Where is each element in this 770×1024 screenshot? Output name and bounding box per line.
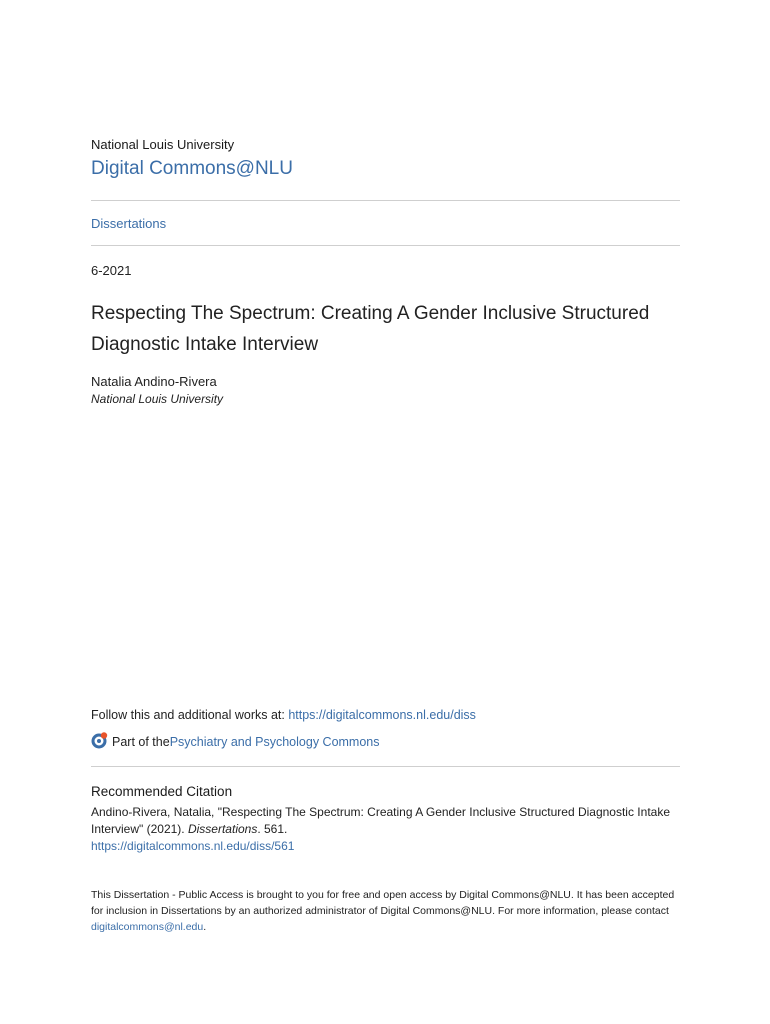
- access-text: This Dissertation - Public Access is brought to you for free and open access by Digital Commons@NLU. It has been accepted for inclusion in Dissertations by an authorized administrator of Digital Commons@NLU. For more information, please contact: [91, 889, 675, 917]
- citation-url-link[interactable]: https://digitalcommons.nl.edu/diss/561: [91, 839, 295, 853]
- psychiatry-psychology-commons-link[interactable]: Psychiatry and Psychology Commons: [169, 735, 380, 749]
- contact-email-link[interactable]: digitalcommons@nl.edu: [91, 921, 204, 933]
- citation-heading: Recommended Citation: [91, 784, 233, 799]
- part-of-prefix: Part of the: [112, 735, 170, 749]
- divider: [91, 200, 680, 201]
- access-statement: [91, 887, 681, 935]
- follow-prefix: Follow this and additional works at:: [91, 708, 289, 722]
- collection-link[interactable]: Dissertations: [91, 216, 167, 231]
- citation-text: [91, 804, 681, 855]
- divider: [91, 245, 680, 246]
- citation-main: Andino-Rivera, Natalia, "Respecting The Spectrum: Creating A Gender Inclusive Structured Diagnostic Intake Interview" (2021).: [91, 805, 670, 836]
- bepress-network-icon: [91, 731, 109, 749]
- document-title: Respecting The Spectrum: Creating A Gender Inclusive Structured Diagnostic Intake Interview: [91, 303, 650, 355]
- repository-link[interactable]: Digital Commons@NLU: [91, 158, 293, 179]
- author-affiliation: National Louis University: [91, 392, 224, 406]
- author-name: Natalia Andino-Rivera: [91, 374, 217, 389]
- citation-number: . 561.: [257, 822, 288, 836]
- access-end: .: [203, 921, 207, 933]
- follow-url-link[interactable]: https://digitalcommons.nl.edu/diss: [288, 708, 476, 722]
- citation-series: Dissertations: [187, 822, 258, 836]
- publication-date: 6-2021: [91, 263, 132, 278]
- divider: [91, 766, 680, 767]
- institution-name: National Louis University: [91, 137, 235, 152]
- part-of-line: [91, 733, 380, 751]
- follow-line: [91, 708, 476, 722]
